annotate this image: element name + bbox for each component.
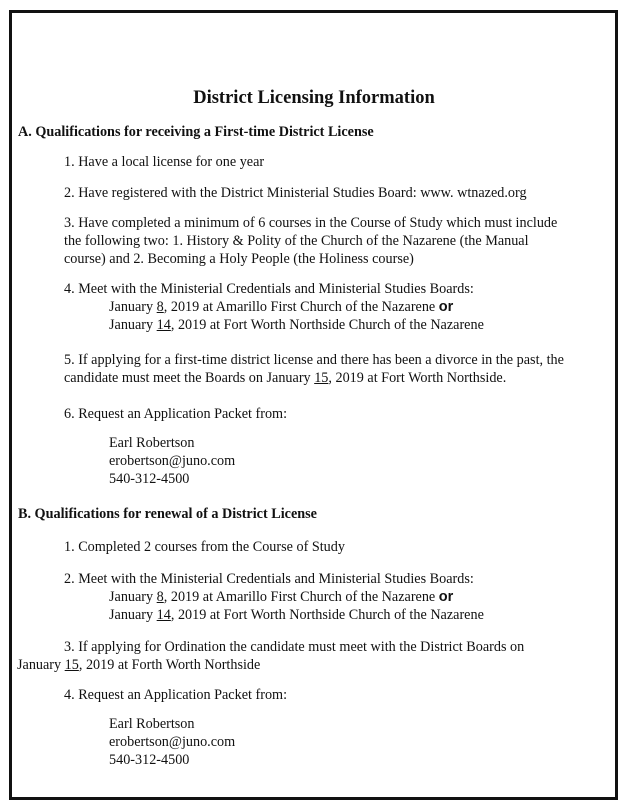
section-a-contact-phone: 540-312-4500	[109, 471, 190, 487]
date-location: , 2019 at Amarillo First Church of the Nazarene	[163, 299, 439, 315]
section-a-heading: A. Qualifications for receiving a First-time District License	[18, 124, 374, 140]
section-b-item-4: 4. Request an Application Packet from:	[64, 687, 288, 703]
section-a-item-6: 6. Request an Application Packet from:	[64, 406, 288, 422]
page-title: District Licensing Information	[193, 88, 435, 108]
date-month: January	[109, 317, 157, 333]
section-a-item-3-line-3: course) and 2. Becoming a Holy People (the Holiness course)	[64, 251, 414, 267]
section-a-item-5-line-2	[64, 369, 506, 387]
date-day: 8	[156, 299, 164, 315]
or-connector: or	[438, 299, 454, 315]
section-a-contact-email[interactable]: erobertson@juno.com	[109, 453, 236, 469]
section-b-contact-name: Earl Robertson	[109, 716, 195, 732]
date-day: 15	[64, 657, 79, 673]
date-month: January	[109, 589, 157, 605]
section-b-contact-phone: 540-312-4500	[109, 752, 190, 768]
section-b-meeting-date-1	[109, 588, 453, 606]
section-a-contact-name: Earl Robertson	[109, 435, 195, 451]
section-a-item-1: 1. Have a local license for one year	[64, 154, 265, 170]
date-day: 14	[156, 317, 171, 333]
date-day: 8	[156, 589, 164, 605]
date-month: January	[109, 607, 157, 623]
section-b-contact-email[interactable]: erobertson@juno.com	[109, 734, 236, 750]
section-a-item-3-line-2: the following two: 1. History & Polity of the Church of the Nazarene (the Manual	[64, 233, 529, 249]
section-b-item-3-line-1: 3. If applying for Ordination the candidate must meet with the District Boards on	[64, 639, 525, 655]
date-month: January	[109, 299, 157, 315]
or-connector: or	[438, 589, 454, 605]
section-b-heading: B. Qualifications for renewal of a District License	[18, 506, 317, 522]
date-location: , 2019 at Fort Worth Northside Church of the Nazarene	[170, 317, 484, 333]
item-text-rest: , 2019 at Fort Worth Northside.	[328, 370, 507, 386]
section-a-item-3-line-1: 3. Have completed a minimum of 6 courses in the Course of Study which must include	[64, 215, 558, 231]
date-location: , 2019 at Amarillo First Church of the Nazarene	[163, 589, 439, 605]
section-b-item-2: 2. Meet with the Ministerial Credentials and Ministerial Studies Boards:	[64, 571, 474, 587]
section-b-meeting-date-2	[109, 606, 484, 624]
section-a-item-4: 4. Meet with the Ministerial Credentials and Ministerial Studies Boards:	[64, 281, 474, 297]
item-text: candidate must meet the Boards on January	[64, 370, 315, 386]
section-b-item-3-line-2	[17, 656, 260, 674]
date-day: 14	[156, 607, 171, 623]
date-day: 15	[314, 370, 329, 386]
section-a-item-5-line-1: 5. If applying for a first-time district license and there has been a divorce in the past, the	[64, 352, 564, 368]
date-location: , 2019 at Fort Worth Northside Church of the Nazarene	[170, 607, 484, 623]
date-month: January	[17, 657, 65, 673]
section-a-meeting-date-2	[109, 316, 484, 334]
date-location: , 2019 at Forth Worth Northside	[78, 657, 261, 673]
section-a-item-2: 2. Have registered with the District Ministerial Studies Board: www. wtnazed.org	[64, 185, 527, 201]
section-a-meeting-date-1	[109, 298, 453, 316]
section-b-item-1: 1. Completed 2 courses from the Course of Study	[64, 539, 345, 555]
